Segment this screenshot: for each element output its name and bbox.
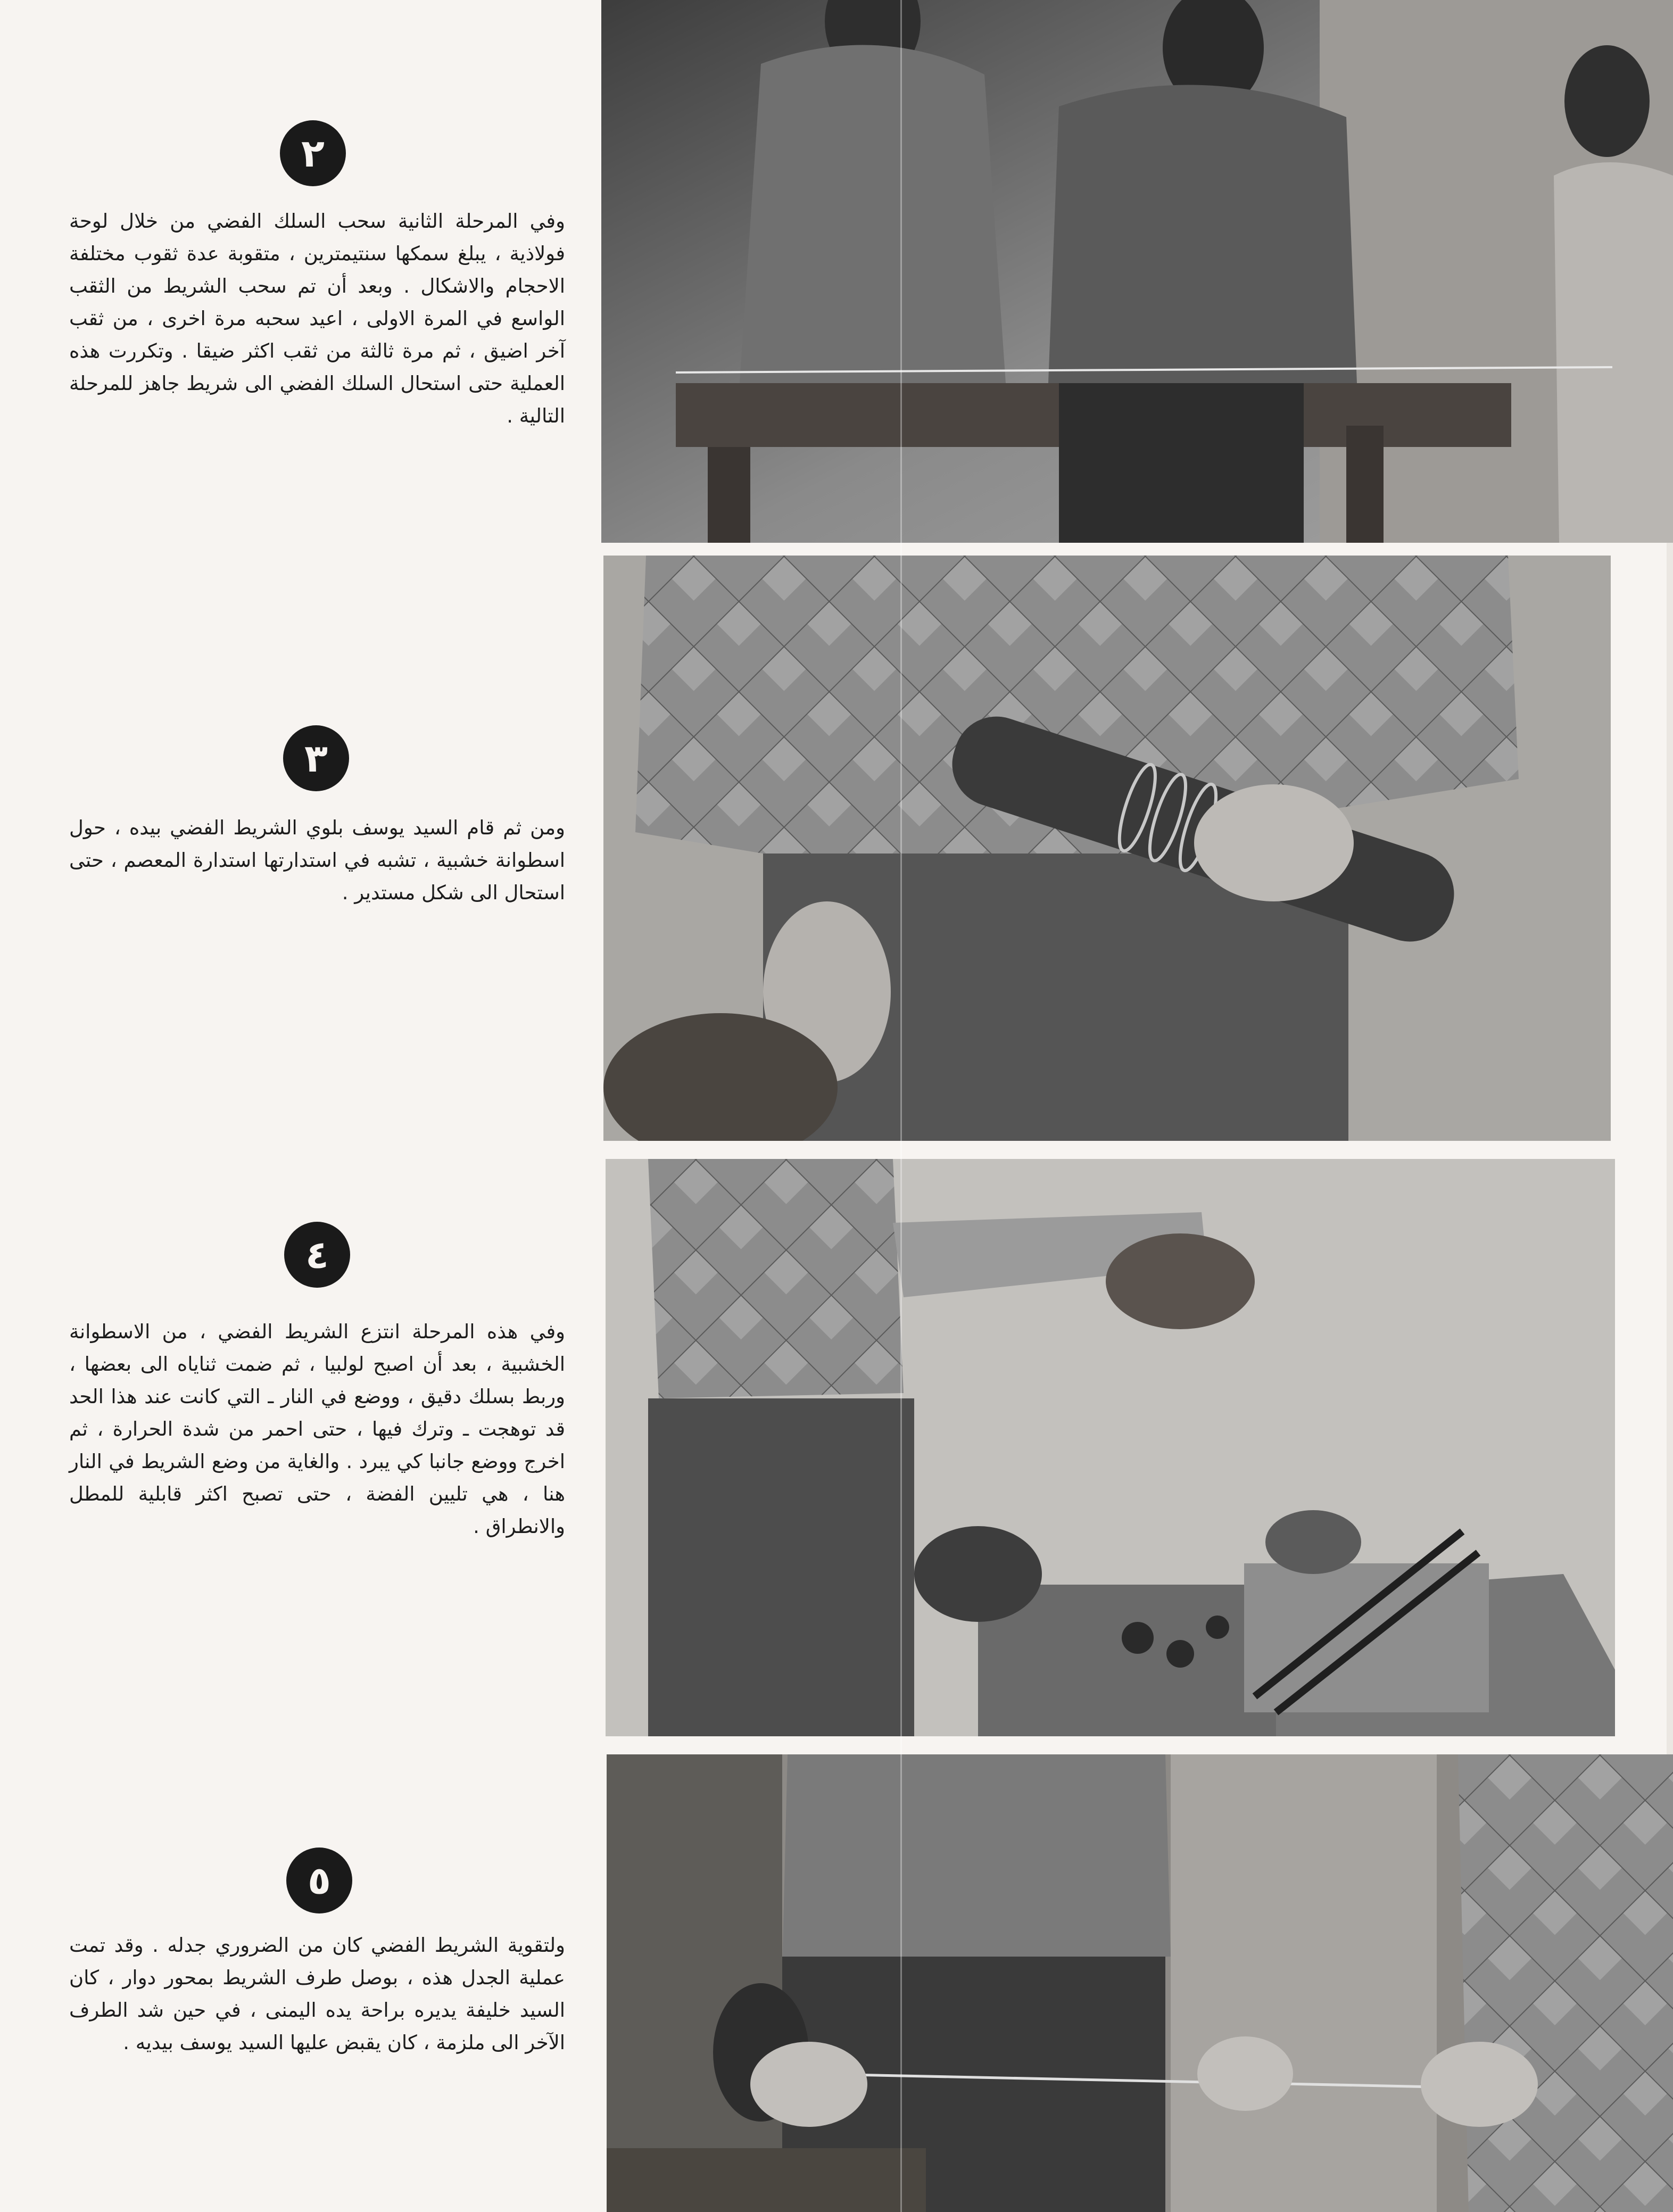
step-2-badge (280, 120, 346, 186)
step-5-caption: ولتقوية الشريط الفضي كان من الضروري جدله . وقد تمت عملية الجدل هذه ، بوصل طرف الشريط بمحور دوار ، كان السيد خليفة يديره براحة يده اليمنى ، في حين شد الطرف الآخر الى ملزمة ، كان يقبض عليها السيد يوسف بيديه . (69, 1934, 565, 2054)
step-3-badge (283, 725, 349, 791)
step-2-number: ٢ (301, 131, 325, 176)
step-4-badge (284, 1222, 350, 1288)
step-3-number: ٣ (304, 736, 328, 781)
photo-step-5 (607, 1754, 1673, 2212)
step-5-badge (286, 1848, 352, 1913)
step-2-caption: وفي المرحلة الثانية سحب السلك الفضي من خلال لوحة فولاذية ، يبلغ سمكها سنتيمترين ، متقوبة عدة ثقوب مختلفة الاحجام والاشكال . وبعد أن تم سحب الشريط من الثقب الواسع في المرة الاولى ، اعيد سحبه مرة اخرى ، من ثقب آخر اضيق ، ثم مرة ثالثة من ثقب اكثر ضيقا . وتكررت هذه العملية حتى استحال السلك الفضي الى شريط جاهز للمرحلة التالية . (69, 210, 565, 427)
step-3-caption: ومن ثم قام السيد يوسف بلوي الشريط الفضي بيده ، حول اسطوانة خشبية ، تشبه في استدارتها استدارة المعصم ، حتى استحال الى شكل مستدير . (69, 816, 565, 904)
photo-step-3 (603, 556, 1611, 1141)
photo-step-2 (601, 0, 1673, 543)
step-4-number: ٤ (305, 1232, 329, 1277)
step-5-number: ٥ (308, 1858, 331, 1903)
page-crease (900, 0, 902, 2212)
step-4-caption: وفي هذه المرحلة انتزع الشريط الفضي ، من الاسطوانة الخشبية ، بعد أن اصبح لولبيا ، ثم ضمت ثناياه الى بعضها ، وربط بسلك دقيق ، ووضع في النار ـ التي كانت عند هذا الحد قد توهجت ـ وترك فيها ، حتى احمر من شدة الحرارة ، ثم اخرج ووضع جانبا كي يبرد . والغاية من وضع الشريط في النار هنا ، هي تليين الفضة ، حتى تصبح اكثر قابلية للمطل والانطراق . (69, 1320, 565, 1538)
photo-step-4 (606, 1159, 1615, 1736)
